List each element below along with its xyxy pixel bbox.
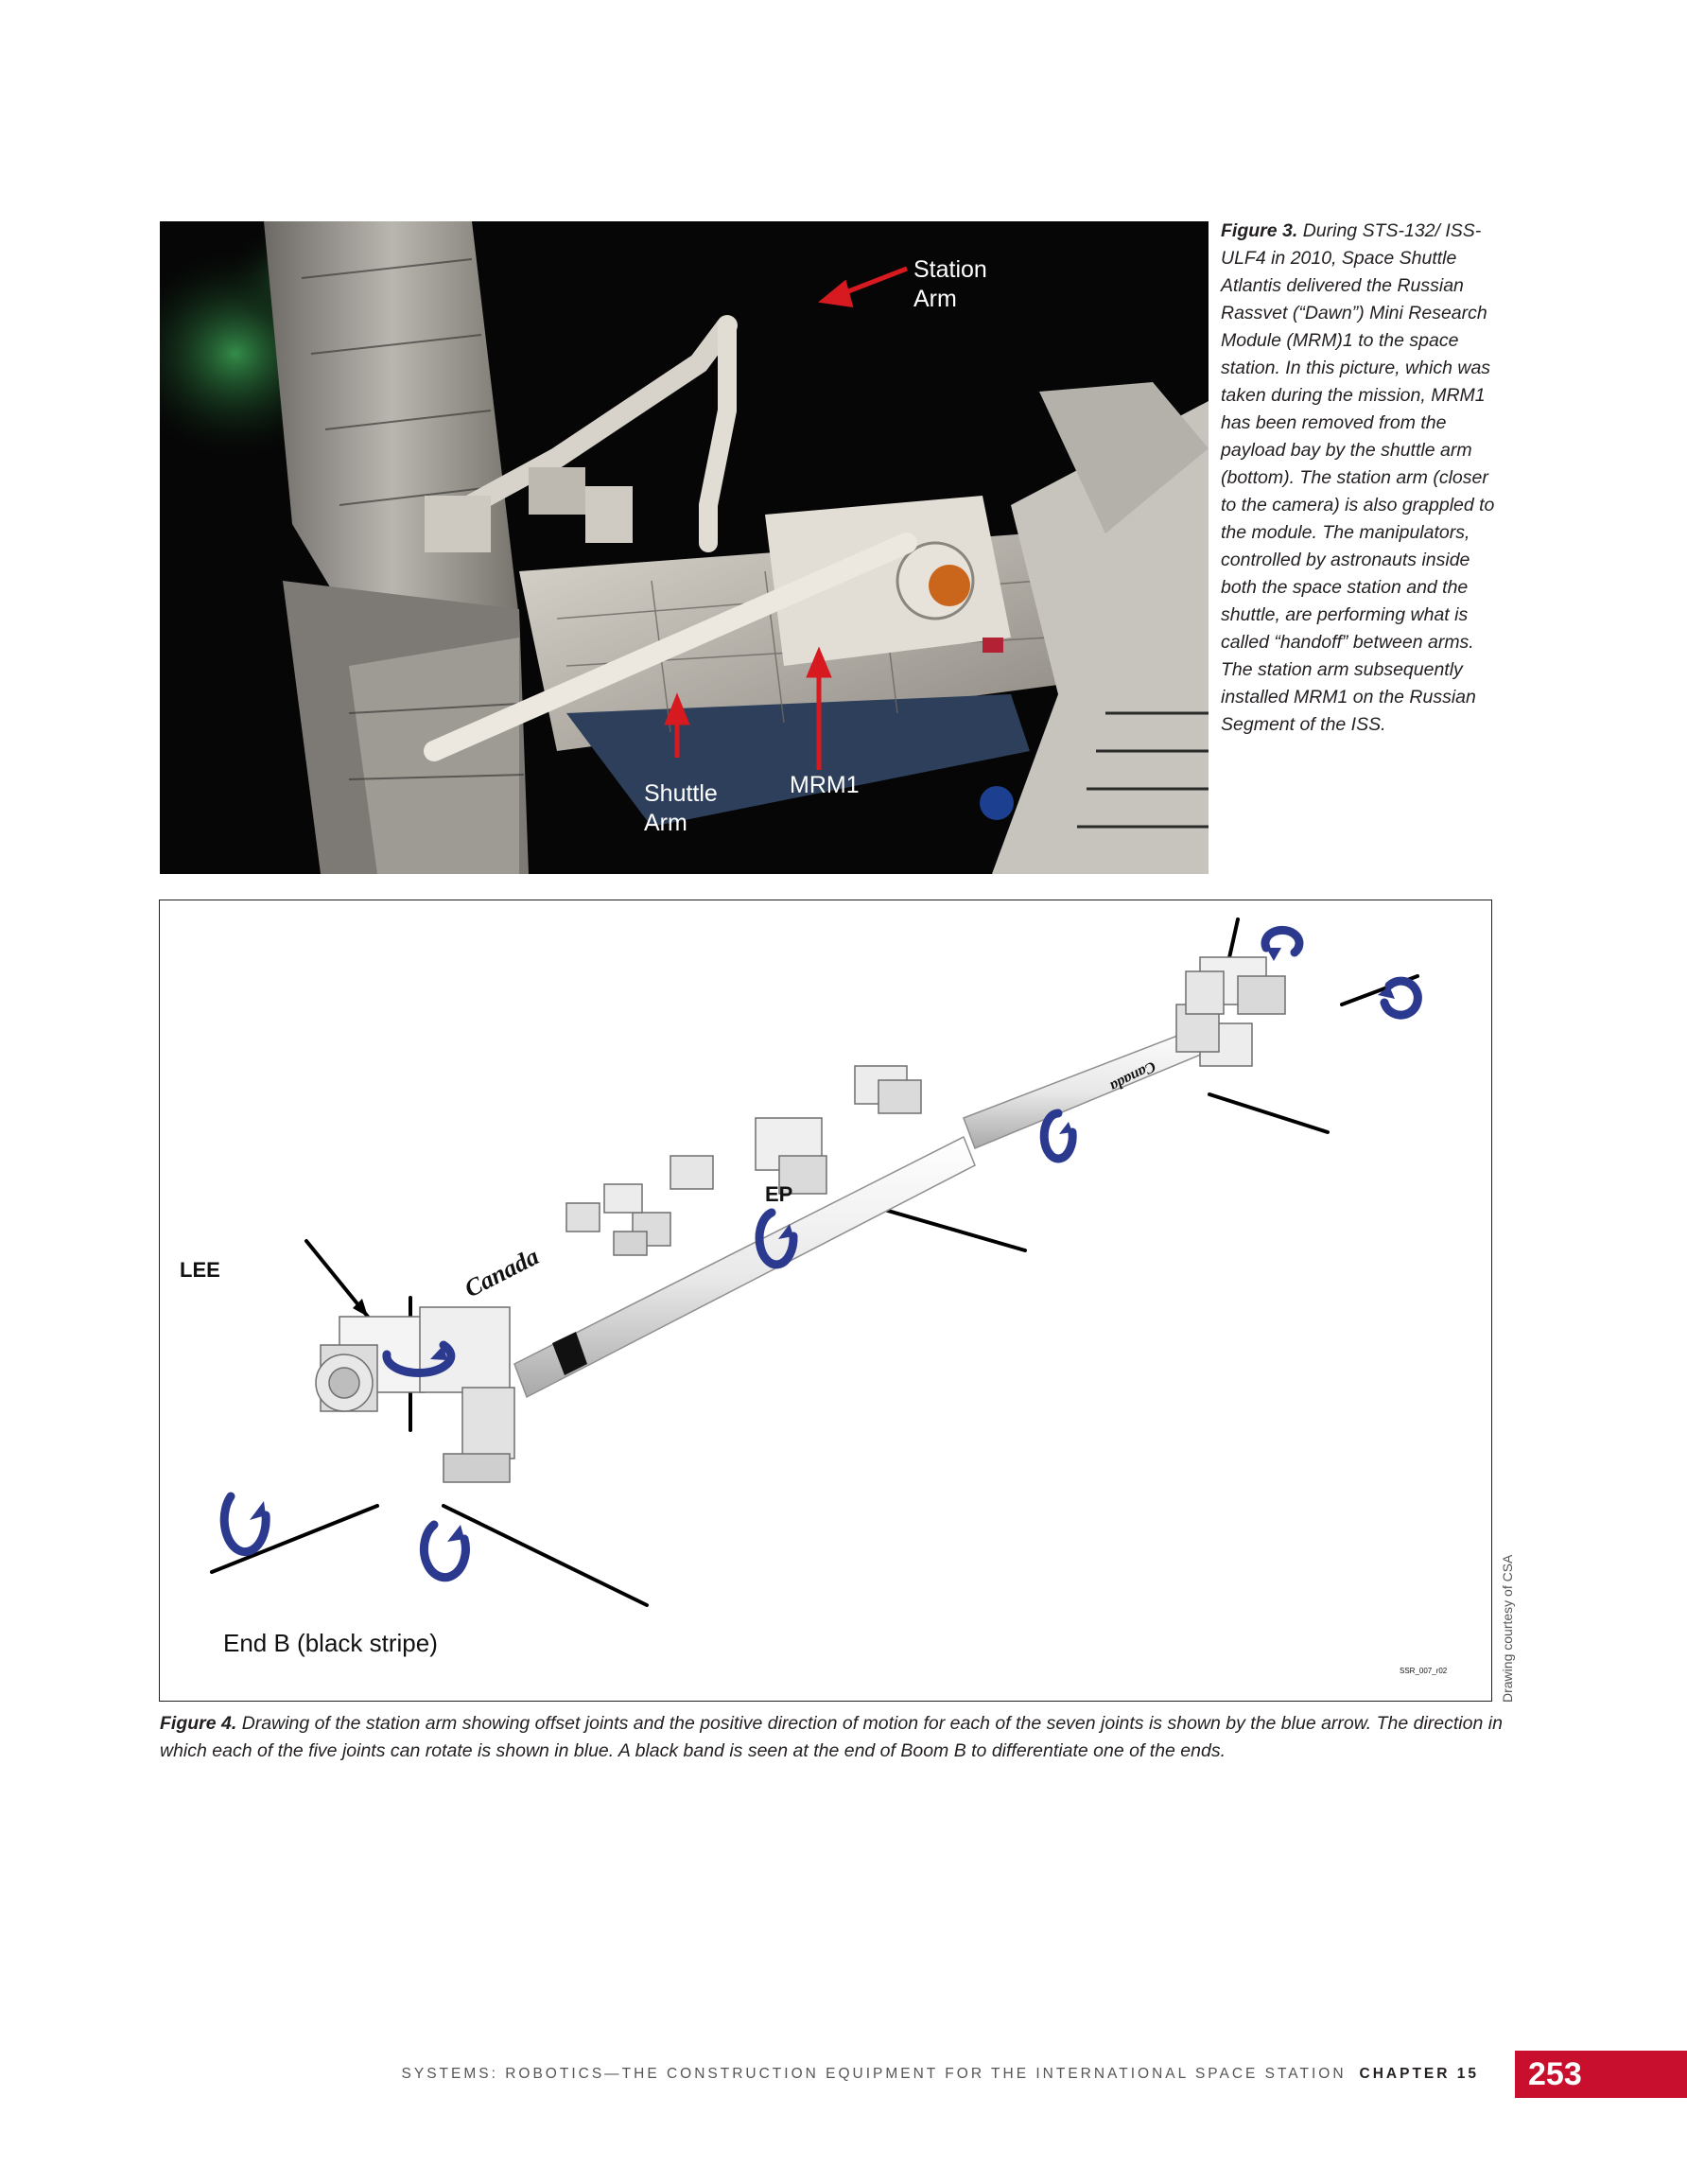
mrm1-label: MRM1 xyxy=(790,772,860,798)
lee-label: LEE xyxy=(180,1258,220,1282)
page-number: 253 xyxy=(1515,2051,1687,2098)
ep-label: EP xyxy=(765,1182,793,1206)
shuttle-arm-label: Shuttle Arm xyxy=(644,780,718,836)
end-b-label: End B (black stripe) xyxy=(223,1629,438,1657)
rotation-arrow-icon xyxy=(1044,1113,1072,1159)
figure-4-diagram xyxy=(159,900,1492,1702)
chapter-label: CHAPTER 15 xyxy=(1359,2066,1479,2082)
figure-4-caption-title: Figure 4. xyxy=(160,1713,237,1734)
station-arm-label: Station Arm xyxy=(913,256,987,312)
figure-3-photo xyxy=(160,221,1209,874)
drawing-credit: Drawing courtesy of CSA xyxy=(1500,1554,1515,1703)
running-title: SYSTEMS: ROBOTICS—THE CONSTRUCTION EQUIPMENT FOR THE INTERNATIONAL SPACE STATION xyxy=(401,2066,1347,2082)
canada-wordmark: Canada xyxy=(460,1242,544,1303)
rotation-arrow-icon xyxy=(224,1496,266,1552)
canada-wordmark-far: Canada xyxy=(1107,1057,1158,1094)
figure-4-caption-text: Drawing of the station arm showing offset joints and the positive direction of motion for each of the seven joints is shown by the blue arrow. The direction in which each of the five joints can rotate is shown in blue. A black band is seen at the end of Boom B to differentiate one of the ends. xyxy=(160,1713,1503,1761)
figure-3-caption-title: Figure 3. xyxy=(1221,220,1298,241)
station-arm-drawing xyxy=(160,900,1491,1701)
figure-3-caption-text: During STS-132/ ISS-ULF4 in 2010, Space Shuttle Atlantis delivered the Russian Rassvet (“Dawn”) Mini Research Module (MRM)1 to the space station. In this picture, which was taken during the mission, MRM1 has been removed from the payload bay by the shuttle arm (bottom). The station arm (closer to the camera) is also grappled to the module. The manipulators, controlled by astronauts inside both the space station and the shuttle, are performing what is called “handoff” between arms. The station arm subsequently installed MRM1 on the Russian Segment of the ISS. xyxy=(1221,220,1495,735)
running-footer xyxy=(402,2066,1479,2083)
photo-illustration xyxy=(160,221,1209,874)
figure-3-caption xyxy=(1221,218,1504,739)
figure-4-caption xyxy=(160,1710,1531,1765)
drawing-code: SSR_007_r02 xyxy=(1400,1667,1448,1675)
rotation-arrow-icon xyxy=(1384,981,1417,1015)
